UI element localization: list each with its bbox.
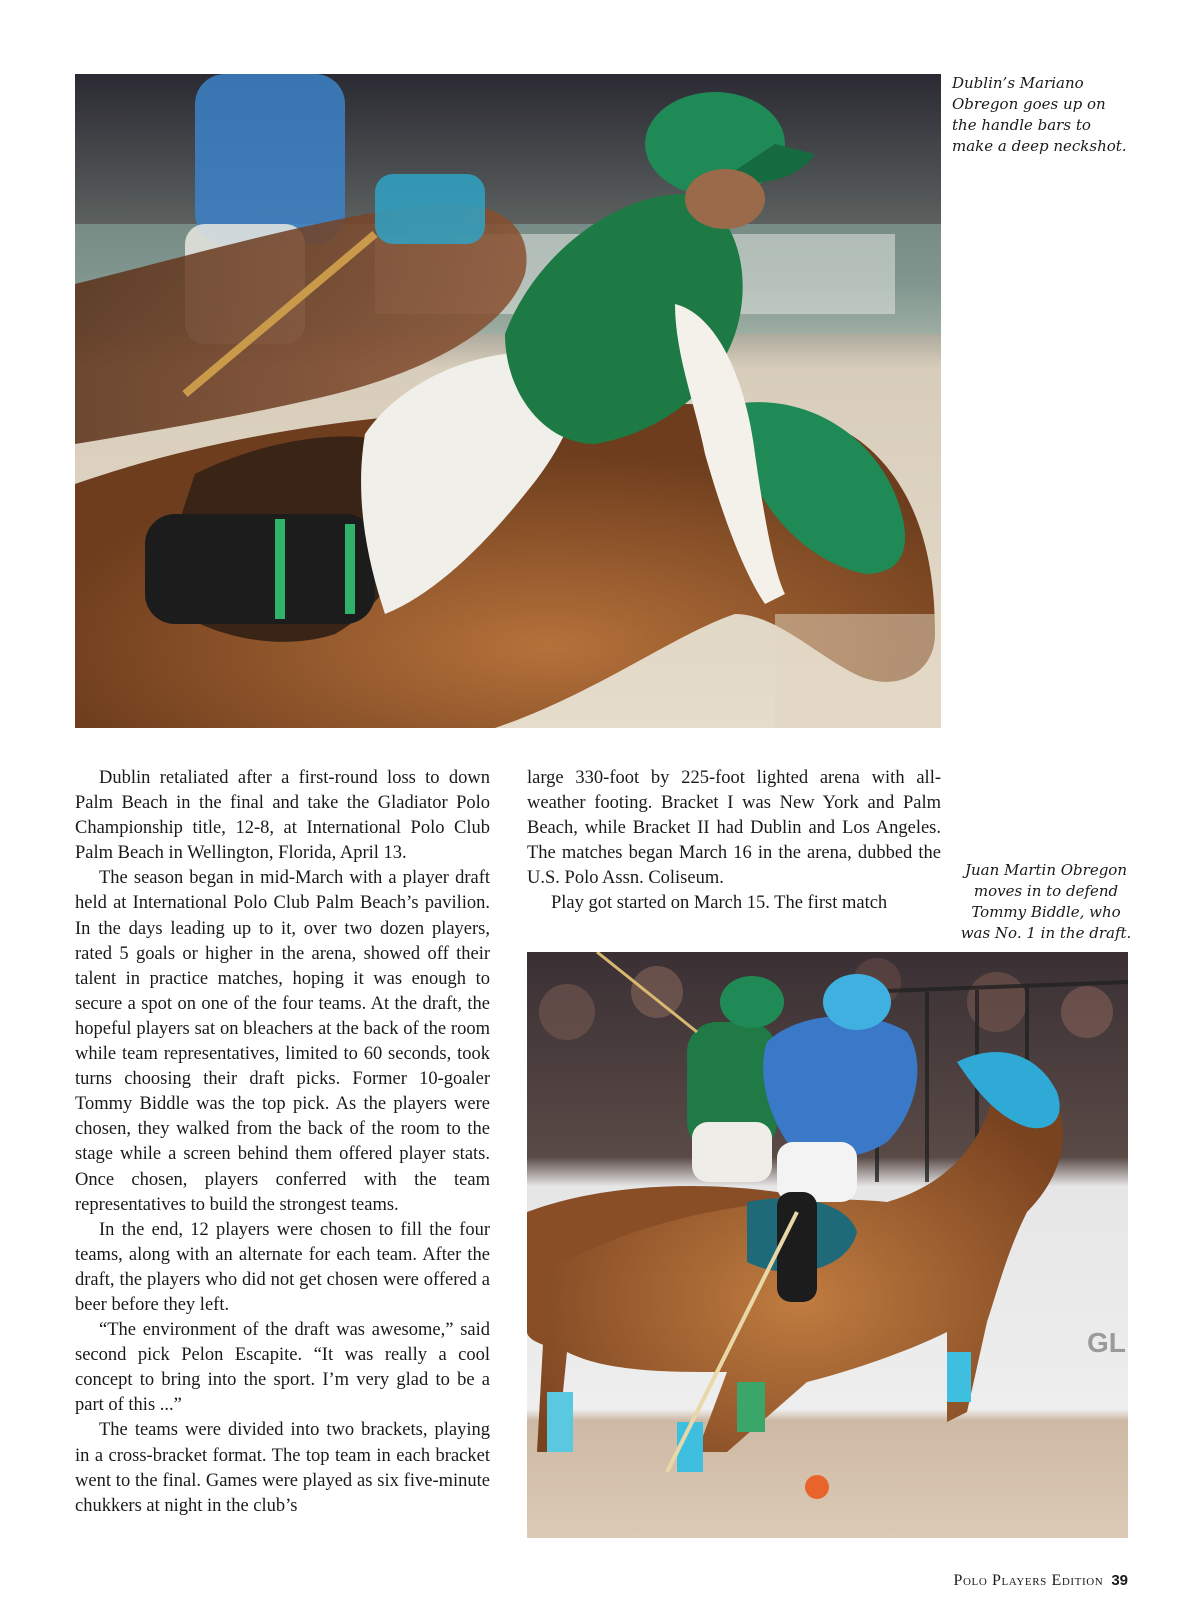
photo-top	[75, 74, 941, 728]
page-number: 39	[1111, 1572, 1128, 1589]
publication-name: Polo Players Edition	[953, 1572, 1104, 1589]
paragraph: The teams were divided into two brackets, playing in a cross-bracket format. The top team in each bracket went to the final. Games were played as six five-minute chukkers at night in the club’s	[75, 1420, 490, 1516]
caption-bottom: Juan Martin Obregon moves in to defend Tommy Biddle, who was No. 1 in the draft.	[960, 861, 1132, 942]
caption-top: Dublin’s Mariano Obregon goes up on the handle bars to make a deep neckshot.	[952, 74, 1127, 155]
paragraph: “The environment of the draft was awesome,” said second pick Pelon Escapite. “It was really a cool concept to bring into the sport. I’m very glad to be a part of this ...”	[75, 1320, 490, 1416]
paragraph: Dublin retaliated after a first-round loss to down Palm Beach in the final and take the Gladiator Polo Championship title, 12-8, at International Polo Club Palm Beach in Wellington, Florida, April 13.	[75, 768, 490, 864]
paragraph: large 330-foot by 225-foot lighted arena with all-weather footing. Bracket I was New York and Palm Beach, while Bracket II had Dublin and Los Angeles. The matches began March 16 in the arena, dubbed the U.S. Polo Assn. Coliseum.	[527, 768, 941, 889]
paragraph: The season began in mid-March with a player draft held at International Polo Club Palm Beach’s pavilion. In the days leading up to it, over two dozen players, rated 5 goals or higher in the arena, showed off their talent in practice matches, hoping it was enough to secure a spot on one of the four teams. At the draft, the hopeful players sat on bleachers at the back of the room while team representatives, limited to 60 seconds, took turns choosing their draft picks. Former 10-goaler Tommy Biddle was the top pick. As the players were chosen, they walked from the back of the room to the stage while a screen behind them offered player stats. Once chosen, players conferred with the team representatives to build the strongest teams.	[75, 868, 490, 1215]
polo-rider-green-jersey-photo	[75, 74, 941, 728]
article-column-right	[527, 766, 941, 917]
paragraph: In the end, 12 players were chosen to fill the four teams, along with an alternate for each team. After the draft, the players who did not get chosen were offered a beer before they left.	[75, 1219, 490, 1315]
svg-text:GL: GL	[1087, 1327, 1126, 1358]
photo-bottom	[527, 952, 1128, 1538]
page-footer	[953, 1572, 1128, 1590]
paragraph: Play got started on March 15. The first match	[551, 893, 888, 914]
article-column-left	[75, 766, 490, 1519]
polo-riders-blue-and-green-photo	[527, 952, 1128, 1538]
